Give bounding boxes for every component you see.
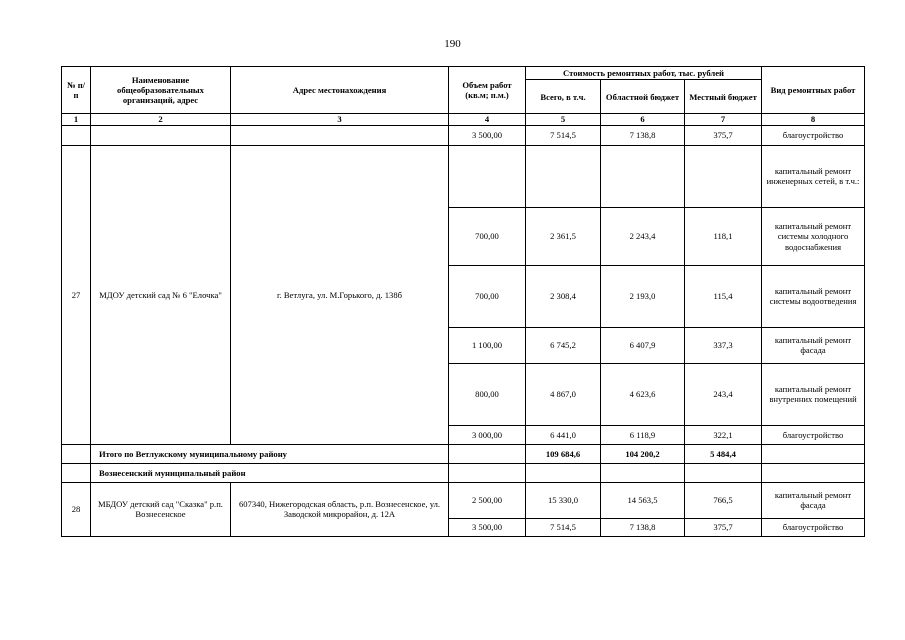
org-address: г. Ветлуга, ул. М.Горького, д. 138б: [231, 145, 449, 444]
page-number: 190: [444, 38, 461, 50]
header-local: Местный бюджет: [685, 80, 762, 114]
regional-cell: 6 407,9: [601, 327, 685, 363]
regional-cell: 4 623,6: [601, 363, 685, 425]
local-cell: 375,7: [685, 518, 762, 536]
total-cell: 6 441,0: [526, 425, 601, 444]
work-type-cell: благоустройство: [762, 125, 865, 145]
total-cell: 2 308,4: [526, 265, 601, 327]
work-type-cell: благоустройство: [762, 425, 865, 444]
work-type-cell: капитальный ремонт инженерных сетей, в т.ч.:: [762, 145, 865, 207]
column-number: 5: [526, 114, 601, 125]
volume-cell: 2 500,00: [449, 482, 526, 518]
total-cell: [526, 145, 601, 207]
row-number: 28: [62, 482, 91, 536]
column-number: 4: [449, 114, 526, 125]
volume-cell: 1 100,00: [449, 327, 526, 363]
volume-cell: 700,00: [449, 207, 526, 265]
regional-cell: 7 138,8: [601, 125, 685, 145]
subtotal-label: Итого по Ветлужскому муниципальному району: [91, 444, 449, 463]
subtotal-total: 109 684,6: [526, 444, 601, 463]
work-type-cell: капитальный ремонт системы холодного водоснабжения: [762, 207, 865, 265]
header-org-name: Наименование общеобразовательных организаций, адрес: [91, 67, 231, 114]
volume-cell: 800,00: [449, 363, 526, 425]
volume-cell: 700,00: [449, 265, 526, 327]
column-number: 3: [231, 114, 449, 125]
regional-cell: 7 138,8: [601, 518, 685, 536]
total-cell: 6 745,2: [526, 327, 601, 363]
volume-cell: [449, 145, 526, 207]
local-cell: [685, 145, 762, 207]
work-type-cell: капитальный ремонт фасада: [762, 327, 865, 363]
table-row: [62, 482, 865, 518]
local-cell: 322,1: [685, 425, 762, 444]
repair-costs-table: [61, 66, 865, 537]
header-total: Всего, в т.ч.: [526, 80, 601, 114]
column-number: 1: [62, 114, 91, 125]
column-number: 8: [762, 114, 865, 125]
header-work-type: Вид ремонтных работ: [762, 67, 865, 114]
total-cell: 7 514,5: [526, 518, 601, 536]
row-number: 27: [62, 145, 91, 444]
subtotal-local: 5 484,4: [685, 444, 762, 463]
local-cell: 337,3: [685, 327, 762, 363]
org-name: МДОУ детский сад № 6 "Елочка": [91, 145, 231, 444]
subtotal-regional: 104 200,2: [601, 444, 685, 463]
district-row: [62, 463, 865, 482]
table-row: [62, 145, 865, 207]
local-cell: 115,4: [685, 265, 762, 327]
volume-cell: 3 000,00: [449, 425, 526, 444]
column-number: 6: [601, 114, 685, 125]
volume-cell: 3 500,00: [449, 518, 526, 536]
local-cell: 766,5: [685, 482, 762, 518]
work-type-cell: капитальный ремонт системы водоотведения: [762, 265, 865, 327]
table-row: [62, 125, 865, 145]
subtotal-row: [62, 444, 865, 463]
regional-cell: 2 243,4: [601, 207, 685, 265]
column-number: 2: [91, 114, 231, 125]
work-type-cell: благоустройство: [762, 518, 865, 536]
header-num: № п/п: [62, 67, 91, 114]
total-cell: 15 330,0: [526, 482, 601, 518]
header-volume: Объем работ (кв.м; п.м.): [449, 67, 526, 114]
volume-cell: 3 500,00: [449, 125, 526, 145]
header-cost-group: Стоимость ремонтных работ, тыс. рублей: [526, 67, 762, 80]
regional-cell: 6 118,9: [601, 425, 685, 444]
work-type-cell: капитальный ремонт внутренних помещений: [762, 363, 865, 425]
local-cell: 118,1: [685, 207, 762, 265]
total-cell: 4 867,0: [526, 363, 601, 425]
local-cell: 375,7: [685, 125, 762, 145]
total-cell: 7 514,5: [526, 125, 601, 145]
work-type-cell: капитальный ремонт фасада: [762, 482, 865, 518]
regional-cell: 2 193,0: [601, 265, 685, 327]
header-row-1: [62, 67, 865, 80]
org-address: 607340, Нижегородская область, р.п. Вознесенское, ул. Заводской микрорайон, д. 12А: [231, 482, 449, 536]
local-cell: 243,4: [685, 363, 762, 425]
org-name: МБДОУ детский сад "Сказка" р.п. Вознесенское: [91, 482, 231, 536]
regional-cell: 14 563,5: [601, 482, 685, 518]
header-regional: Областной бюджет: [601, 80, 685, 114]
column-numbers-row: [62, 114, 865, 125]
total-cell: 2 361,5: [526, 207, 601, 265]
header-address: Адрес местонахождения: [231, 67, 449, 114]
column-number: 7: [685, 114, 762, 125]
regional-cell: [601, 145, 685, 207]
district-label: Вознесенский муниципальный район: [91, 463, 449, 482]
